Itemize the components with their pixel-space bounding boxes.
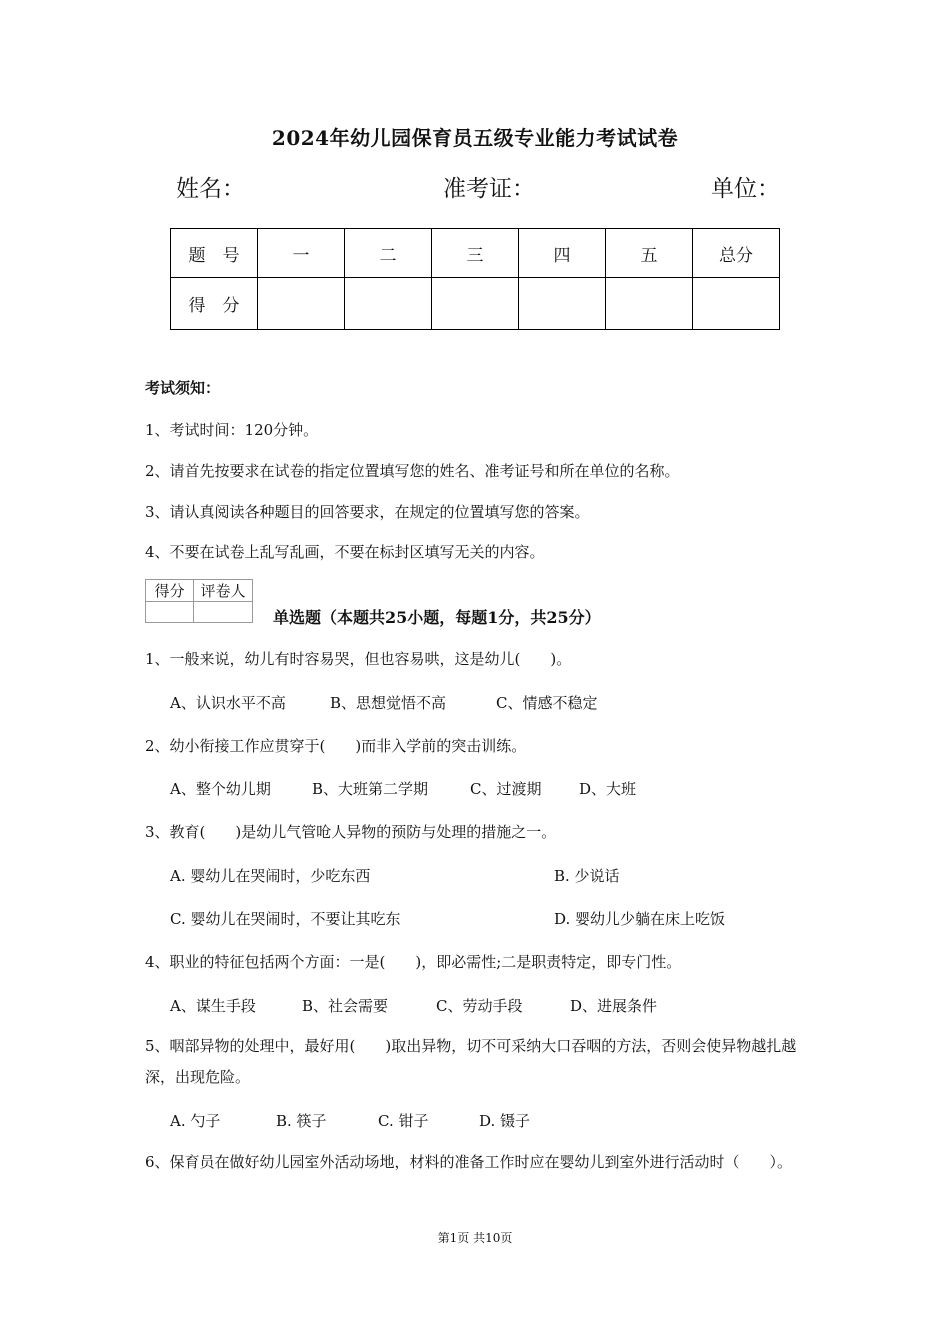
score-table-header-cell: 总分 xyxy=(693,229,780,278)
score-table-header-row xyxy=(171,229,780,278)
notice-item: 2、请首先按要求在试卷的指定位置填写您的姓名、准考证号和所在单位的名称。 xyxy=(145,462,680,480)
option-c: C、劳动手段 xyxy=(436,997,523,1015)
option-b: B、思想觉悟不高 xyxy=(330,694,447,712)
grader-box-grader-cell xyxy=(194,602,253,623)
option-b: B、大班第二学期 xyxy=(312,780,429,798)
grader-box-score-cell xyxy=(146,602,194,623)
option-a: A. 勺子 xyxy=(170,1112,221,1130)
option-a: A. 婴幼儿在哭闹时，少吃东西 xyxy=(170,867,371,885)
option-d: D、进展条件 xyxy=(570,997,658,1015)
option-c: C. 婴幼儿在哭闹时，不要让其吃东 xyxy=(170,910,401,928)
grader-box xyxy=(145,579,253,623)
option-c: C、情感不稳定 xyxy=(496,694,598,712)
notice-item: 1、考试时间：120分钟。 xyxy=(145,421,319,439)
question-stem: 6、保育员在做好幼儿园室外活动场地，材料的准备工作时应在婴幼儿到室外进行活动时（ ）。 xyxy=(145,1153,793,1171)
exam-id-label: 准考证： xyxy=(443,176,535,202)
notice-item: 3、请认真阅读各种题目的回答要求，在规定的位置填写您的答案。 xyxy=(145,503,590,521)
option-d: D. 婴幼儿少躺在床上吃饭 xyxy=(554,910,726,928)
question-stem: 1、一般来说，幼儿有时容易哭，但也容易哄，这是幼儿( )。 xyxy=(145,650,572,668)
score-table-header-cell: 一 xyxy=(258,229,345,278)
question-stem: 4、职业的特征包括两个方面：一是( )，即必需性;二是职责特定，即专门性。 xyxy=(145,953,682,971)
score-table-header-cell: 二 xyxy=(345,229,432,278)
page-title: 2024年幼儿园保育员五级专业能力考试试卷 xyxy=(271,126,679,150)
name-label: 姓名： xyxy=(176,176,245,202)
score-cell xyxy=(606,278,693,330)
option-a: A、谋生手段 xyxy=(170,997,256,1015)
score-cell xyxy=(519,278,606,330)
option-a: A、认识水平不高 xyxy=(170,694,286,712)
grader-box-score-label: 得分 xyxy=(146,580,194,602)
question-stem: 5、咽部异物的处理中，最好用( )取出异物，切不可采纳大口吞咽的方法，否则会使异物越扎越深，出现危险。 xyxy=(145,1037,797,1086)
score-cell xyxy=(693,278,780,330)
option-c: C. 钳子 xyxy=(378,1112,429,1130)
option-b: B、社会需要 xyxy=(302,997,389,1015)
option-d: D、大班 xyxy=(579,780,637,798)
score-table-header-cell: 四 xyxy=(519,229,606,278)
question-stem: 3、教育( )是幼儿气管呛人异物的预防与处理的措施之一。 xyxy=(145,823,557,841)
score-table-header-cell: 题 号 xyxy=(171,229,258,278)
score-cell xyxy=(432,278,519,330)
score-table-header-cell: 五 xyxy=(606,229,693,278)
grader-box-grader-label: 评卷人 xyxy=(194,580,253,602)
score-row-label: 得 分 xyxy=(171,278,258,330)
option-d: D. 镊子 xyxy=(479,1112,531,1130)
option-a: A、整个幼儿期 xyxy=(170,780,271,798)
option-b: B. 少说话 xyxy=(554,867,620,885)
section-title: 单选题（本题共25小题，每题1分，共25分） xyxy=(273,608,601,627)
score-table-score-row xyxy=(171,278,780,330)
page-footer: 第1页 共10页 xyxy=(437,1231,513,1245)
notice-item: 4、不要在试卷上乱写乱画，不要在标封区填写无关的内容。 xyxy=(145,543,545,561)
notice-heading: 考试须知： xyxy=(145,379,221,397)
score-cell xyxy=(345,278,432,330)
option-b: B. 筷子 xyxy=(276,1112,327,1130)
unit-label: 单位： xyxy=(711,176,780,202)
question-stem: 2、幼小衔接工作应贯穿于( )而非入学前的突击训练。 xyxy=(145,737,527,755)
score-table xyxy=(170,228,780,330)
candidate-info-row xyxy=(0,170,950,204)
score-table-header-cell: 三 xyxy=(432,229,519,278)
score-cell xyxy=(258,278,345,330)
option-c: C、过渡期 xyxy=(470,780,542,798)
